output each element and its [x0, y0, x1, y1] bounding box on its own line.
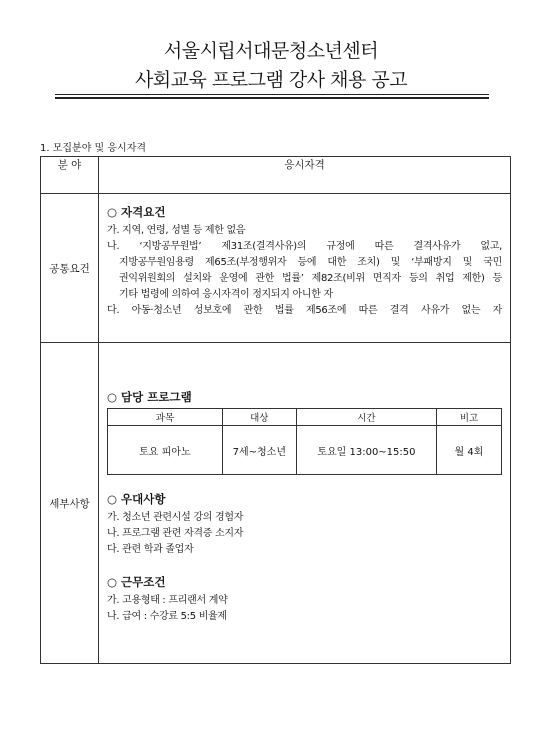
subtitle-conditions: ○ 근무조건: [107, 575, 166, 589]
requirement-line: 지방공무원임용령 제65조(부정행위자 등에 대한 조치) 및 ‘부패방지 및 국민: [119, 257, 502, 268]
title-underline-thick: [55, 97, 489, 99]
program-target: 7세~청소년: [222, 426, 296, 475]
title-underline-thin: [55, 94, 489, 95]
condition-line: 나. 급여 : 수강료 5:5 비율제: [107, 611, 227, 622]
requirement-line: 기타 법령에 의하여 응시자격이 정지되지 아니한 자: [119, 289, 333, 300]
preference-line: 다. 관련 학과 졸업자: [107, 544, 194, 555]
table-row: [108, 426, 502, 475]
subtitle-preference: ○ 우대사항: [107, 492, 166, 506]
subtitle-qualification: ○ 자격요건: [107, 205, 166, 219]
program-table: [107, 408, 502, 475]
requirement-line: 권익위원회의 설치와 운영에 관한 법률’ 제82조(비위 면직자 등의 취업 제한) 등: [119, 273, 502, 284]
program-header-time: 시간: [296, 409, 436, 426]
condition-line: 가. 고용형태 : 프리랜서 계약: [107, 595, 228, 606]
requirement-line: 가. 지역, 연령, 성별 등 제한 없음: [107, 225, 246, 236]
program-header-target: 대상: [222, 409, 296, 426]
program-header-subject: 과목: [108, 409, 223, 426]
column-header-qualification: 응시자격: [99, 157, 511, 194]
program-note: 월 4회: [436, 426, 501, 475]
page-title-announcement: 사회교육 프로그램 강사 채용 공고: [134, 69, 408, 91]
column-header-field: 분 야: [41, 157, 99, 194]
qualification-table: [40, 156, 511, 664]
requirement-line: 다. 아동·청소년 성보호에 관한 법률 제56조에 따른 결격 사유가 없는 자: [107, 305, 502, 316]
common-requirements-row: [41, 194, 511, 343]
preference-line: 나. 프로그램 관련 자격증 소지자: [107, 528, 244, 539]
page-title-organization: 서울시립서대문청소년센터: [163, 40, 379, 62]
category-detail: 세부사항: [41, 343, 99, 664]
category-common: 공통요건: [41, 194, 99, 343]
requirement-line: 나. ‘지방공무원법’ 제31조(결격사유)의 규정에 따른 결격사유가 없고,: [107, 241, 502, 252]
program-subject: 토요 피아노: [108, 426, 223, 475]
program-header-note: 비고: [436, 409, 501, 426]
table-header-row: [41, 157, 511, 194]
detail-content: [99, 343, 511, 664]
title-block: [0, 38, 542, 93]
program-table-header: [108, 409, 502, 426]
common-requirements-content: [99, 194, 511, 343]
program-time: 토요일 13:00~15:50: [296, 426, 436, 475]
preference-line: 가. 청소년 관련시설 강의 경험자: [107, 512, 244, 523]
section-heading: 1. 모집분야 및 응시자격: [40, 143, 147, 154]
subtitle-program: ○ 담당 프로그램: [107, 390, 192, 404]
detail-row: [41, 343, 511, 664]
